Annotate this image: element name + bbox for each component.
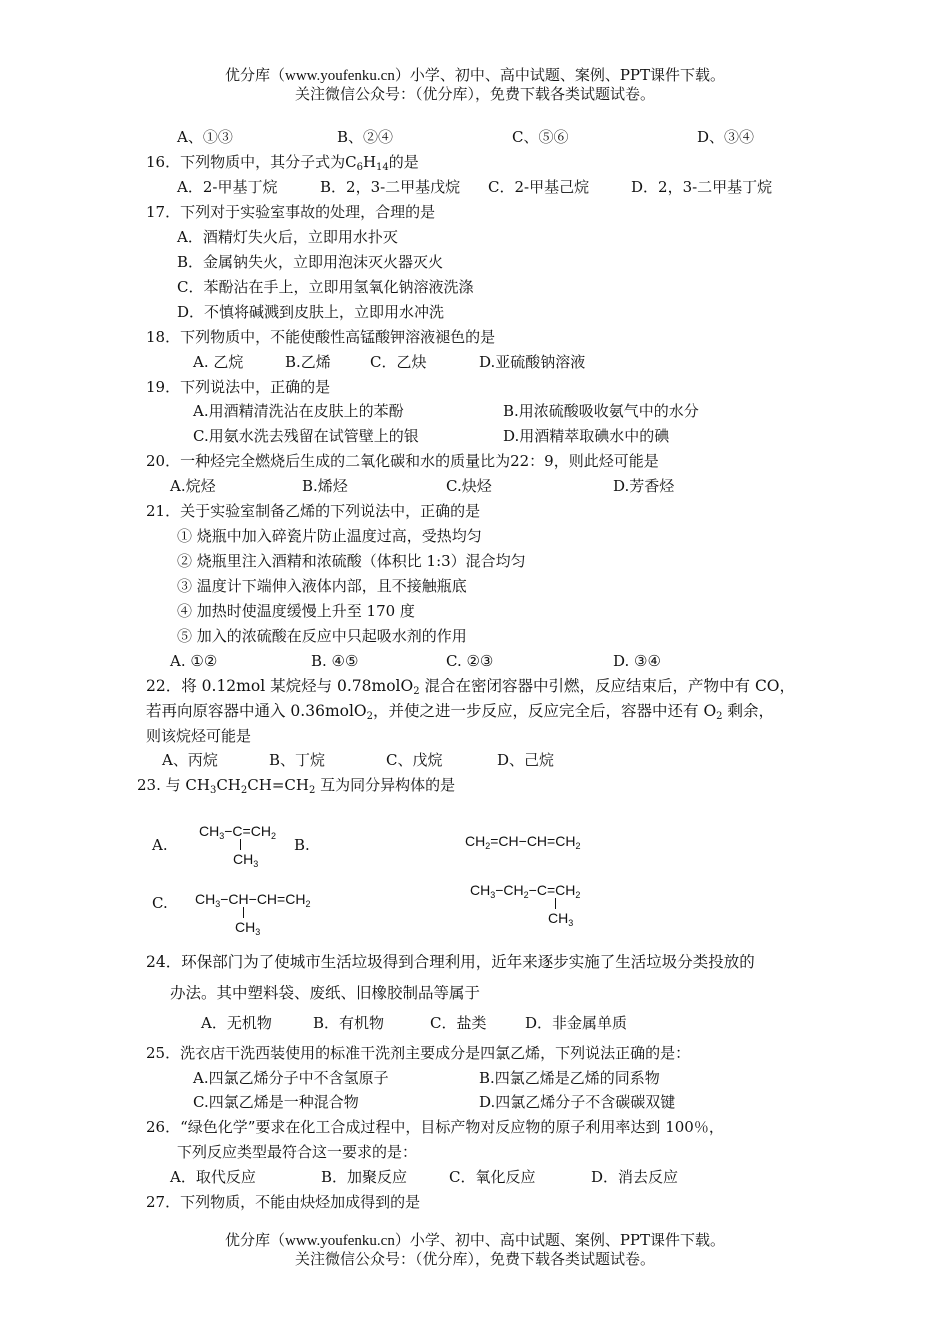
q17-stem: 17．下列对于实验室事故的处理，合理的是	[146, 203, 436, 221]
chem-text: −CH−CH=CH	[220, 891, 306, 907]
option-d: D.用酒精萃取碘水中的碘	[503, 427, 670, 445]
option-c: C、戊烷	[386, 751, 443, 769]
q23-text: 互为同分异构体的是	[315, 776, 456, 794]
footer-url: www.youfenku.cn	[284, 1233, 395, 1249]
chem-text: −C=CH	[224, 823, 271, 839]
chem-text: =CH−CH=CH	[490, 833, 576, 849]
q27-stem: 27．下列物质，不能由炔烃加成得到的是	[146, 1193, 421, 1211]
structure-a-branch	[233, 851, 258, 872]
option-c: C. ②③	[446, 652, 494, 670]
option-d: D.芳香烃	[613, 477, 675, 495]
q17-option-a: A．酒精灯失火后，立即用水扑灭	[177, 228, 398, 246]
q16-stem-text: 的是	[388, 153, 419, 171]
option-d: D.亚硫酸钠溶液	[479, 353, 586, 371]
q25-stem: 25．洗衣店干洗西装使用的标准干洗剂主要成分是四氯乙烯，下列说法正确的是：	[146, 1044, 691, 1062]
option-d: D、③④	[697, 128, 755, 146]
option-b: B.用浓硫酸吸收氨气中的水分	[503, 402, 699, 420]
option-c: C.用氨水洗去残留在试管壁上的银	[193, 427, 419, 445]
q21-item-2: ② 烧瓶里注入酒精和浓硫酸（体积比 1:3）混合均匀	[177, 552, 526, 570]
subscript: 2	[240, 785, 248, 796]
subscript: 2	[485, 841, 491, 851]
q23-text: 23. 与 CH	[137, 776, 210, 794]
q24-line2: 办法。其中塑料袋、废纸、旧橡胶制品等属于	[170, 984, 481, 1002]
option-b: B、丁烷	[269, 751, 326, 769]
chem-text: CH	[470, 882, 491, 898]
page-header-line1	[0, 66, 950, 86]
option-a: A、丙烷	[162, 751, 218, 769]
footer-text: ）小学、初中、高中试题、案例、PPT课件下载。	[394, 1231, 726, 1249]
option-b: B．2，3-二甲基戊烷	[320, 178, 461, 196]
q22-text: 混合在密闭容器中引燃，反应结束后，产物中有 CO，	[419, 677, 796, 695]
subscript: 3	[215, 899, 221, 909]
q21-item-5: ⑤ 加入的浓硫酸在反应中只起吸水剂的作用	[177, 627, 467, 645]
chem-text: CH	[233, 851, 254, 867]
subscript: 2	[523, 890, 529, 900]
subscript: 6	[356, 162, 363, 173]
option-a: A．无机物	[201, 1014, 272, 1032]
q24-line1: 24．环保部门为了使城市生活垃圾得到合理利用，近年来逐步实施了生活垃圾分类投放的	[146, 953, 755, 971]
q23-label-a: A.	[152, 836, 168, 854]
subscript: 2	[413, 686, 420, 697]
option-b: B.四氯乙烯是乙烯的同系物	[479, 1069, 660, 1087]
header-url: www.youfenku.cn	[284, 68, 395, 84]
page-footer-line2: 关注微信公众号：（优分库），免费下载各类试题试卷。	[294, 1250, 655, 1268]
structure-c-bond	[243, 907, 244, 918]
subscript: 2	[270, 831, 276, 841]
chem-text: CH	[548, 910, 569, 926]
subscript: 3	[209, 785, 217, 796]
structure-a-bond	[240, 839, 241, 850]
chem-text: CH	[465, 833, 486, 849]
q22-text: 22．将 0.12mol 某烷烃与 0.78molO	[146, 677, 414, 695]
q22-text: 若再向原容器中通入 0.36molO	[146, 702, 367, 720]
q23-text: CH	[216, 776, 241, 794]
option-b: B.乙烯	[285, 353, 331, 371]
q22-line1	[146, 676, 795, 702]
q19-stem: 19．下列说法中，正确的是	[146, 378, 331, 396]
q21-stem: 21．关于实验室制备乙烯的下列说法中，正确的是	[146, 502, 481, 520]
option-b: B. ④⑤	[311, 652, 359, 670]
q20-stem: 20．一种烃完全燃烧后生成的二氧化碳和水的质量比为22：9，则此烃可能是	[146, 452, 659, 470]
chem-text: −CH	[495, 882, 524, 898]
chem-text: CH	[199, 823, 220, 839]
q22-line3: 则该烷烃可能是	[146, 727, 252, 745]
option-a: A、①③	[177, 128, 233, 146]
option-c: C．乙炔	[370, 353, 427, 371]
option-a: A．取代反应	[170, 1168, 256, 1186]
header-text: 优分库（	[224, 66, 285, 84]
option-b: B.烯烃	[302, 477, 348, 495]
option-d: D．非金属单质	[525, 1014, 628, 1032]
subscript: 2	[366, 711, 374, 722]
q23-text: CH=CH	[247, 776, 309, 794]
option-c: C．氧化反应	[449, 1168, 536, 1186]
subscript: 2	[305, 899, 311, 909]
structure-d-branch	[548, 910, 573, 931]
structure-d-main-chain	[470, 882, 580, 903]
subscript: 3	[253, 859, 259, 869]
q16-stem	[146, 152, 419, 178]
subscript: 2	[575, 841, 581, 851]
q23-label-b: B.	[294, 836, 310, 854]
option-d: D、己烷	[497, 751, 555, 769]
q22-line2	[146, 701, 774, 727]
structure-d-bond	[555, 898, 556, 909]
subscript: 2	[575, 890, 581, 900]
q16-stem-text: H	[362, 153, 377, 171]
q16-stem-text: 16．下列物质中，其分子式为C	[146, 153, 357, 171]
option-a: A. 乙烷	[193, 353, 244, 371]
option-d: D.四氯乙烯分子不含碳碳双键	[479, 1093, 676, 1111]
option-a: A.四氯乙烯分子中不含氢原子	[193, 1069, 389, 1087]
subscript: 3	[255, 927, 261, 937]
page-footer-line1	[0, 1231, 950, 1251]
footer-text: 优分库（	[224, 1231, 285, 1249]
option-b: B、②④	[337, 128, 394, 146]
q26-line1: 26．“绿色化学”要求在化工合成过程中，目标产物对反应物的原子利用率达到 100％，	[146, 1118, 724, 1136]
subscript: 3	[568, 918, 574, 928]
q23-label-c: C.	[152, 894, 168, 912]
header-text: ）小学、初中、高中试题、案例、PPT课件下载。	[394, 66, 726, 84]
q18-stem: 18．下列物质中，不能使酸性高锰酸钾溶液褪色的是	[146, 328, 496, 346]
option-b: B．有机物	[313, 1014, 385, 1032]
subscript: 2	[308, 785, 316, 796]
subscript: 14	[376, 162, 389, 173]
page-header-line2: 关注微信公众号：（优分库），免费下载各类试题试卷。	[294, 85, 655, 103]
option-d: D．消去反应	[591, 1168, 679, 1186]
option-a: A.用酒精清洗沾在皮肤上的苯酚	[193, 402, 404, 420]
option-c: C．2-甲基己烷	[488, 178, 590, 196]
q17-option-b: B．金属钠失火，立即用泡沫灭火器灭火	[177, 253, 444, 271]
q23-structure-b	[465, 833, 580, 854]
option-b: B．加聚反应	[321, 1168, 408, 1186]
q17-option-c: C．苯酚沾在手上，立即用氢氧化钠溶液洗涤	[177, 278, 474, 296]
q17-option-d: D．不慎将碱溅到皮肤上，立即用水冲洗	[177, 303, 445, 321]
q21-item-1: ① 烧瓶中加入碎瓷片防止温度过高，受热均匀	[177, 527, 482, 545]
option-c: C、⑤⑥	[512, 128, 569, 146]
structure-a-main-chain	[199, 823, 276, 844]
structure-c-branch	[235, 919, 260, 940]
q22-text: 剩余，	[722, 702, 774, 720]
subscript: 3	[219, 831, 225, 841]
option-c: C．盐类	[430, 1014, 487, 1032]
structure-c-main-chain	[195, 891, 310, 912]
q22-text: ，并使之进一步反应，反应完全后，容器中还有 O	[373, 702, 717, 720]
chem-text: −C=CH	[528, 882, 576, 898]
option-a: A.烷烃	[170, 477, 216, 495]
option-c: C.四氯乙烯是一种混合物	[193, 1093, 359, 1111]
q21-item-4: ④ 加热时使温度缓慢上升至 170 度	[177, 602, 415, 620]
q23-stem	[137, 775, 455, 801]
subscript: 2	[716, 711, 723, 722]
q26-line2: 下列反应类型最符合这一要求的是：	[177, 1143, 418, 1161]
option-a: A．2-甲基丁烷	[177, 178, 278, 196]
chem-text: CH	[195, 891, 216, 907]
subscript: 3	[490, 890, 496, 900]
option-d: D．2，3-二甲基丁烷	[631, 178, 773, 196]
q21-item-3: ③ 温度计下端伸入液体内部，且不接触瓶底	[177, 577, 467, 595]
option-d: D. ③④	[613, 652, 661, 670]
option-a: A. ①②	[170, 652, 218, 670]
option-c: C.炔烃	[446, 477, 492, 495]
chem-text: CH	[235, 919, 256, 935]
